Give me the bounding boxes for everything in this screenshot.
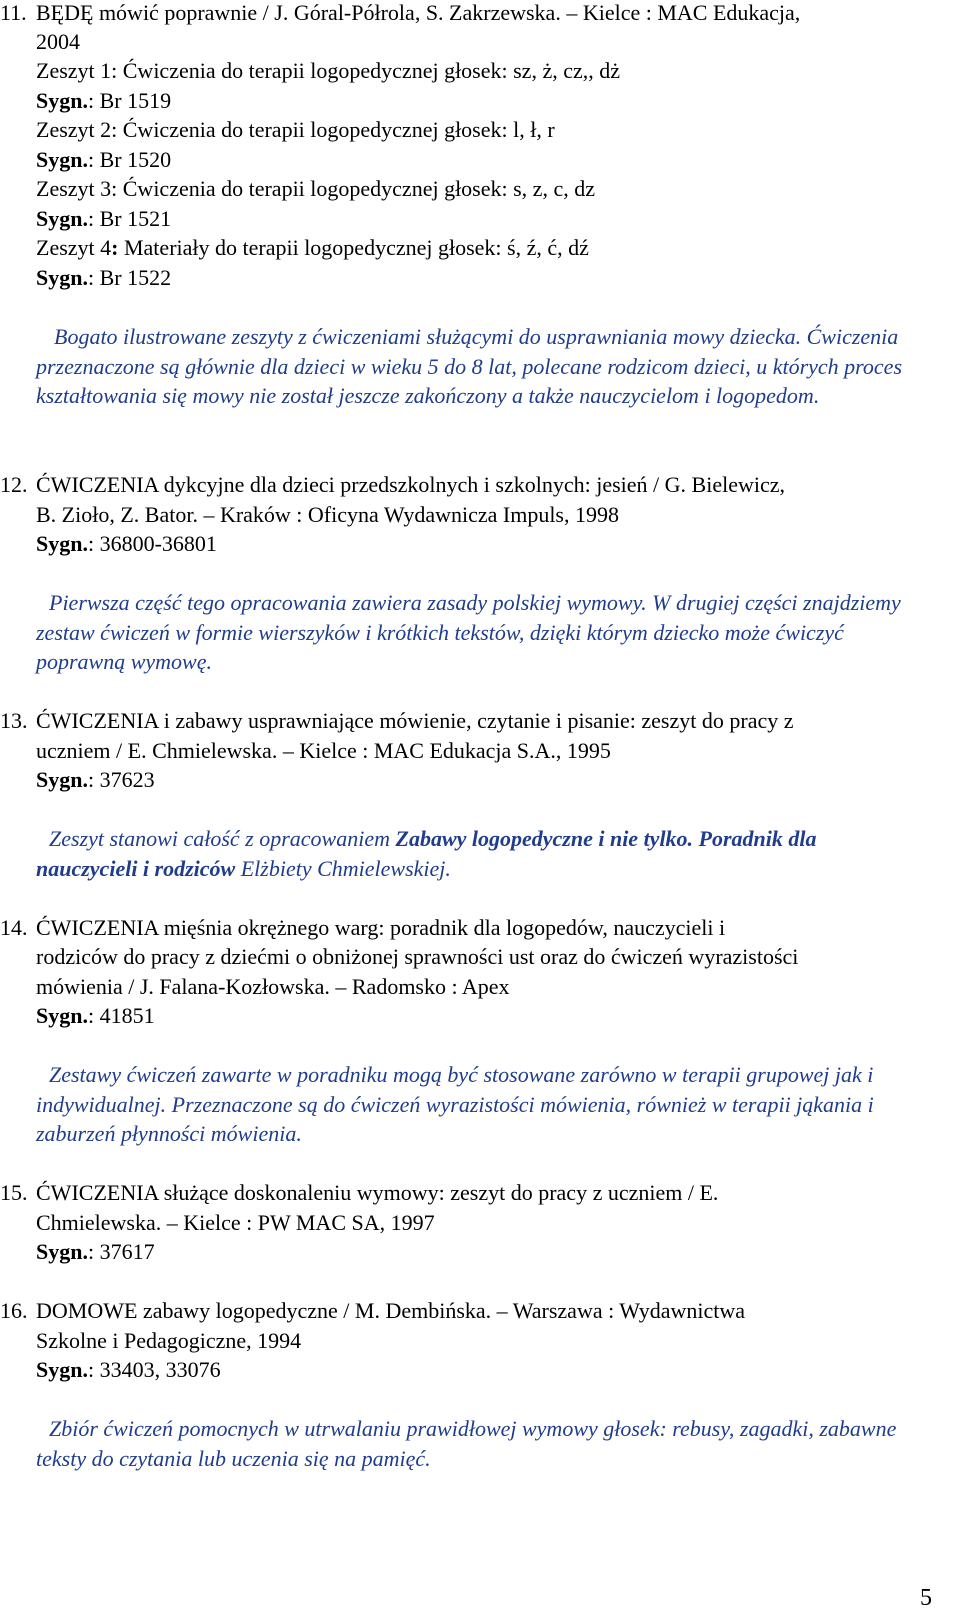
volume-title: Zeszyt 1: Ćwiczenia do terapii logopedycznej głosek: sz, ż, cz,, dż — [36, 58, 621, 83]
entry-title-line: uczniem / E. Chmielewska. – Kielce : MAC Edukacja S.A., 1995 — [36, 738, 611, 763]
entry-title-line: 2004 — [36, 29, 80, 54]
entry-number: 16. — [0, 1298, 28, 1323]
call-number: Sygn.: 36800-36801 — [36, 531, 217, 556]
entry-title-line: rodziców do pracy z dziećmi o obniżonej sprawności ust oraz do ćwiczeń wyrazistości — [36, 944, 799, 969]
entry-number: 11. — [0, 0, 27, 25]
entry-title-line: Szkolne i Pedagogiczne, 1994 — [36, 1328, 302, 1353]
entry-title-line: 12. ĆWICZENIA dykcyjne dla dzieci przedszkolnych i szkolnych: jesień / G. Bielewicz, — [0, 470, 785, 500]
entry-number: 12. — [0, 472, 28, 497]
volume-title: Zeszyt 2: Ćwiczenia do terapii logopedycznej głosek: l, ł, r — [36, 117, 555, 142]
entry-number: 15. — [0, 1180, 28, 1205]
call-number: Sygn.: 37617 — [36, 1239, 155, 1264]
volume-title: Zeszyt 4: Materiały do terapii logopedycznej głosek: ś, ź, ć, dź — [36, 235, 589, 260]
entry-title-line: 13. ĆWICZENIA i zabawy usprawniające mówienie, czytanie i pisanie: zeszyt do pracy z — [0, 706, 794, 736]
entry-title-line: Chmielewska. – Kielce : PW MAC SA, 1997 — [36, 1210, 435, 1235]
entry-title-line: 14. ĆWICZENIA mięśnia okrężnego warg: poradnik dla logopedów, nauczycieli i — [0, 913, 725, 943]
call-number: Sygn.: 41851 — [36, 1003, 155, 1028]
entry-title-line: 11. BĘDĘ mówić poprawnie / J. Góral-Półrola, S. Zakrzewska. – Kielce : MAC Edukacja, — [0, 0, 800, 28]
call-number: Sygn.: 37623 — [36, 767, 155, 792]
call-number: Sygn.: 33403, 33076 — [36, 1357, 221, 1382]
call-number: Sygn.: Br 1521 — [36, 206, 172, 231]
call-number: Sygn.: Br 1519 — [36, 88, 172, 113]
entry-description: Zeszyt stanowi całość z opracowaniem Zabawy logopedyczne i nie tylko. Poradnik dla nauczycieli i rodziców Elżbiety Chmielewskiej. — [36, 826, 817, 881]
entry-title-line: B. Zioło, Z. Bator. – Kraków : Oficyna Wydawnicza Impuls, 1998 — [36, 502, 619, 527]
entry-description: Zestawy ćwiczeń zawarte w poradniku mogą być stosowane zarówno w terapii grupowej jak i indywidualnej. Przeznaczone są do ćwiczeń wyrazistości mówienia, również w terapii jąkania i zaburzeń płynności mówienia. — [36, 1062, 874, 1146]
referenced-title: Zabawy logopedyczne i nie tylko. Poradnik dla nauczycieli i rodziców — [36, 826, 817, 881]
entry-title-line: 16. DOMOWE zabawy logopedyczne / M. Dembińska. – Warszawa : Wydawnictwa — [0, 1296, 745, 1326]
call-number: Sygn.: Br 1520 — [36, 147, 172, 172]
entry-title-line: mówienia / J. Falana-Kozłowska. – Radomsko : Apex — [36, 974, 510, 999]
entry-title-line: 15. ĆWICZENIA służące doskonaleniu wymowy: zeszyt do pracy z uczniem / E. — [0, 1178, 718, 1208]
call-number: Sygn.: Br 1522 — [36, 265, 172, 290]
volume-title: Zeszyt 3: Ćwiczenia do terapii logopedycznej głosek: s, z, c, dz — [36, 176, 595, 201]
entry-description: Pierwsza część tego opracowania zawiera zasady polskiej wymowy. W drugiej części znajdziemy zestaw ćwiczeń w formie wierszyków i krótkich tekstów, dzięki którym dziecko może ćwiczyć poprawną wymowę. — [36, 590, 901, 674]
entry-number: 13. — [0, 708, 28, 733]
entry-description: Bogato ilustrowane zeszyty z ćwiczeniami służącymi do usprawniania mowy dziecka. Ćwiczenia przeznaczone są głównie dla dzieci w wieku 5 do 8 lat, polecane rodzicom dzieci, u których proces kształtowania się mowy nie został jeszcze zakończony a także nauczycielom i logopedom. — [36, 324, 903, 408]
page-number: 5 — [920, 1585, 932, 1611]
entry-description: Zbiór ćwiczeń pomocnych w utrwalaniu prawidłowej wymowy głosek: rebusy, zagadki, zabawne teksty do czytania lub uczenia się na pamięć. — [36, 1416, 897, 1471]
entry-number: 14. — [0, 915, 28, 940]
